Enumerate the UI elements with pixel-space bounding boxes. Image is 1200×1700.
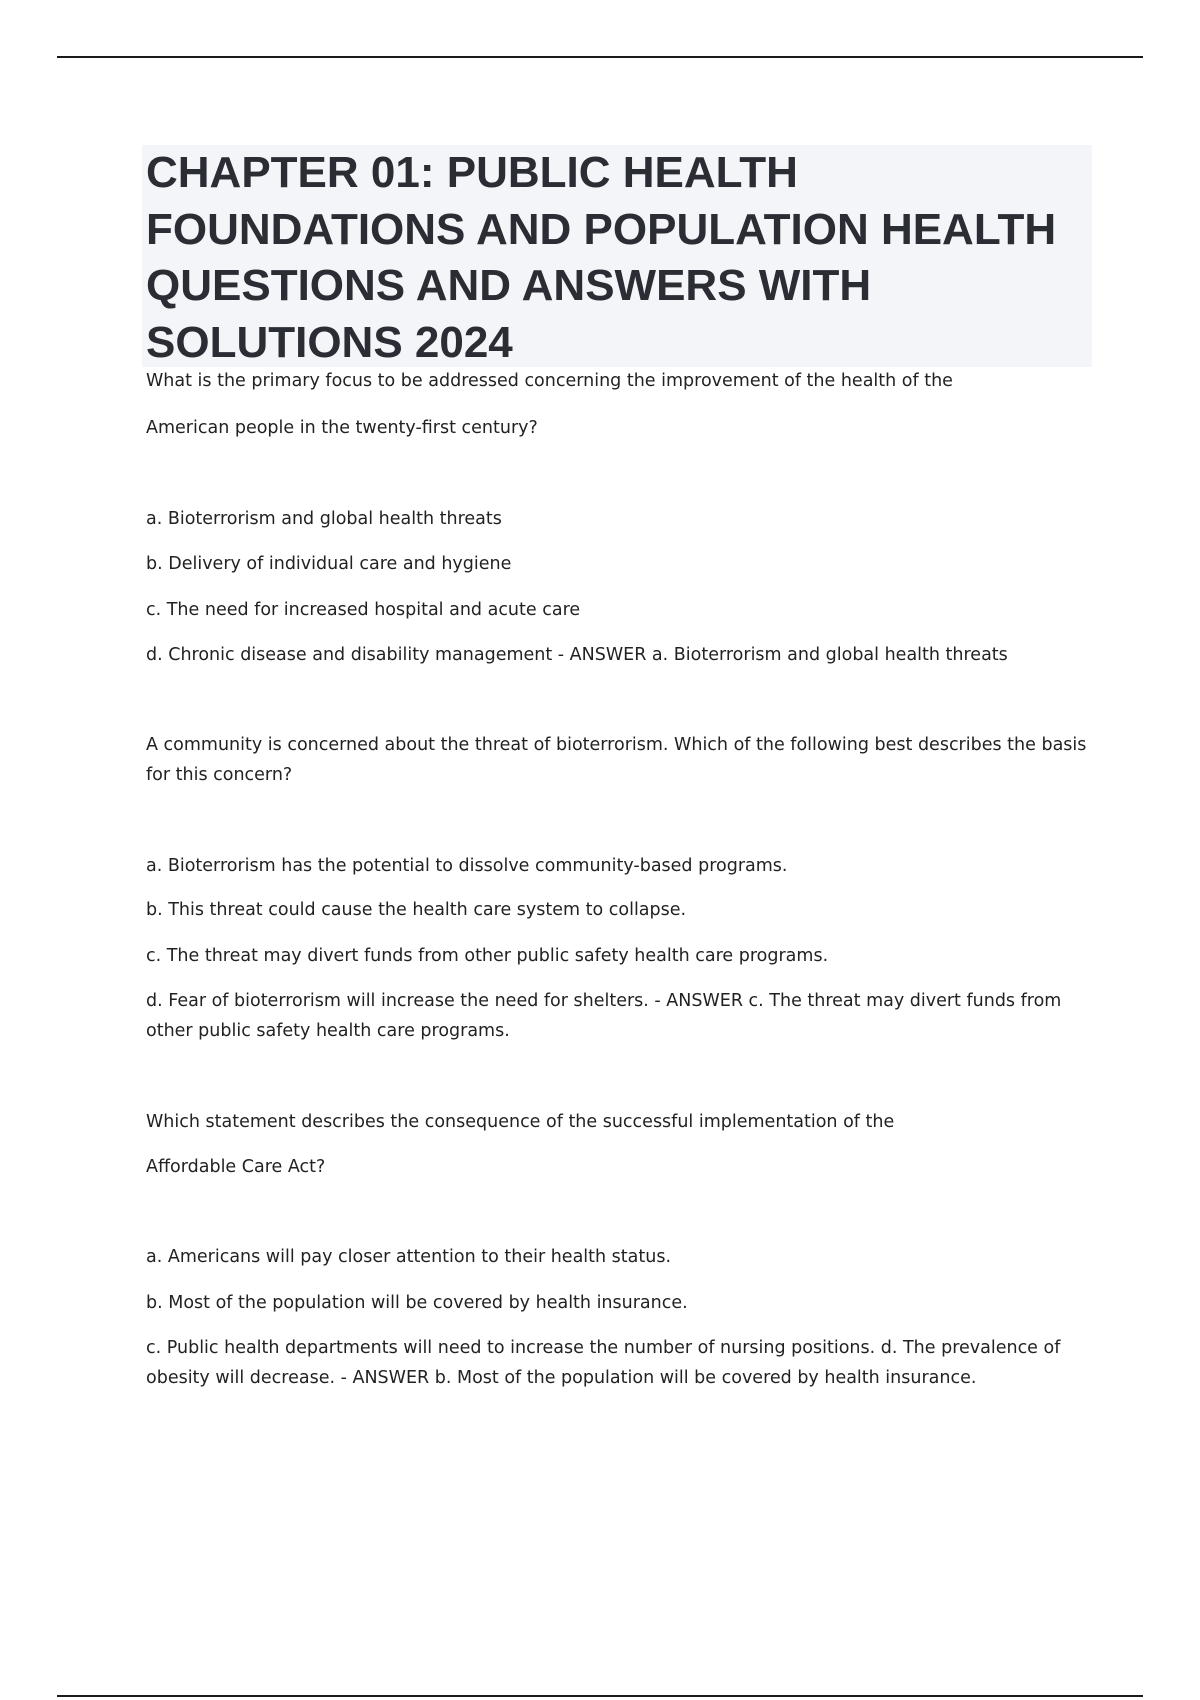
question-1-option-a: a. Bioterrorism and global health threats [146,509,502,529]
question-2-stem: A community is concerned about the threat of bioterrorism. Which of the following best describes the basis for this concern? [146,735,1087,785]
question-3-option-a: a. Americans will pay closer attention to their health status. [146,1247,672,1267]
question-2-option-c: c. The threat may divert funds from other public safety health care programs. [146,946,829,966]
bottom-rule [57,1695,1143,1697]
question-3-stem-line-2: Affordable Care Act? [146,1157,326,1177]
question-1-option-b: b. Delivery of individual care and hygiene [146,554,512,574]
question-3-option-cd-answer: c. Public health departments will need to increase the number of nursing positions. d. The prevalence of obesity will decrease. - ANSWER b. Most of the population will be covered by health insurance. [146,1338,1061,1388]
question-3-option-b: b. Most of the population will be covered by health insurance. [146,1293,688,1313]
question-1-stem-line-2: American people in the twenty-first century? [146,418,538,438]
question-1-option-c: c. The need for increased hospital and acute care [146,600,581,620]
question-3-stem-line-1: Which statement describes the consequence of the successful implementation of the [146,1112,895,1132]
question-1-option-d-answer: d. Chronic disease and disability management - ANSWER a. Bioterrorism and global health threats [146,645,1008,665]
question-1-stem-line-1: What is the primary focus to be addressed concerning the improvement of the health of the [146,371,953,391]
page-title: CHAPTER 01: PUBLIC HEALTH FOUNDATIONS AND POPULATION HEALTH QUESTIONS AND ANSWERS WITH SOLUTIONS 2024 [146,148,1057,367]
title-block [142,145,1092,367]
question-2-option-d-answer: d. Fear of bioterrorism will increase the need for shelters. - ANSWER c. The threat may divert funds from other public safety health care programs. [146,991,1062,1041]
question-2-option-a: a. Bioterrorism has the potential to dissolve community-based programs. [146,856,788,876]
top-rule [57,56,1143,58]
question-2-option-b: b. This threat could cause the health care system to collapse. [146,900,687,920]
